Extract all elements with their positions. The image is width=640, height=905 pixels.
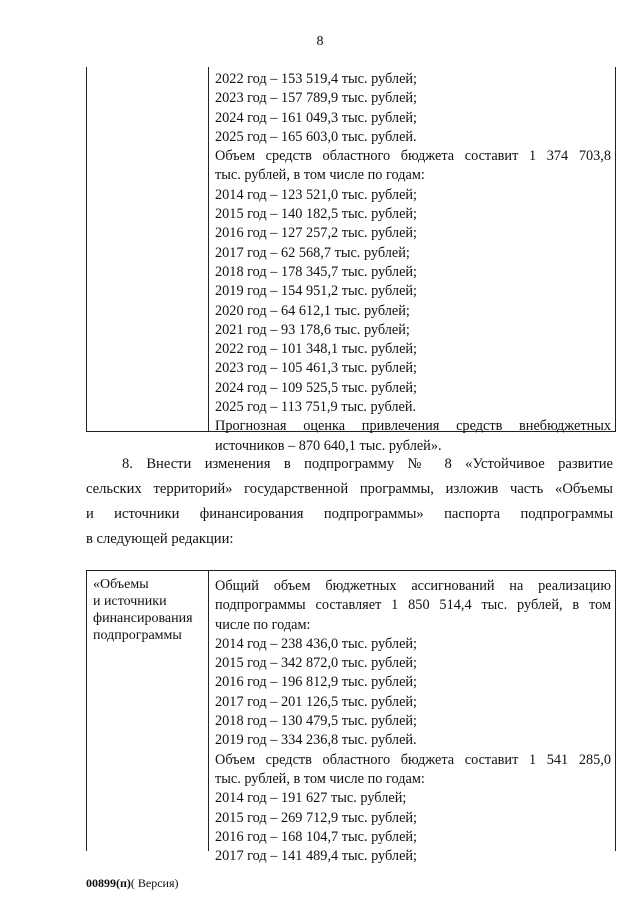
text-line: 2016 год – 196 812,9 тыс. рублей; — [215, 674, 418, 691]
document-version: ( Версия) — [130, 876, 179, 890]
text-line: Прогнозная оценка привлечения средств внебюджетных — [215, 418, 611, 435]
text-line: 2016 год – 168 104,7 тыс. рублей; — [215, 828, 418, 845]
text-line: тыс. рублей, в том числе по годам: — [215, 770, 425, 787]
funding-table — [86, 570, 616, 865]
text-line: Общий объем бюджетных ассигнований на реализацию — [215, 578, 611, 594]
text-line: 2014 год – 238 436,0 тыс. рублей; — [215, 635, 418, 652]
funding-table-continued — [86, 67, 616, 454]
column-divider — [208, 67, 209, 431]
text-line: 2018 год – 178 345,7 тыс. рублей; — [215, 263, 418, 280]
text-line: 2022 год – 101 348,1 тыс. рублей; — [215, 341, 418, 358]
text-line: 2014 год – 191 627 тыс. рублей; — [215, 790, 407, 807]
text-line: 2020 год – 64 612,1 тыс. рублей; — [215, 302, 410, 319]
text-line: 2016 год – 127 257,2 тыс. рублей; — [215, 225, 418, 242]
document-code: 00899(п) — [86, 876, 131, 890]
text-line: 2015 год – 342 872,0 тыс. рублей; — [215, 655, 418, 672]
column-divider — [208, 571, 209, 851]
text-line: 2023 год – 157 789,9 тыс. рублей; — [215, 90, 418, 107]
document-footer — [86, 876, 179, 891]
text-line: 2021 год – 93 178,6 тыс. рублей; — [215, 321, 410, 338]
text-line: 2014 год – 123 521,0 тыс. рублей; — [215, 186, 418, 203]
text-line: 2023 год – 105 461,3 тыс. рублей; — [215, 360, 418, 377]
text-line: Объем средств областного бюджета составит 1 374 703,8 — [215, 148, 611, 165]
funding-details-cell — [215, 577, 611, 866]
funding-details-cell — [215, 70, 611, 456]
text-line: 2025 год – 165 603,0 тыс. рублей. — [215, 128, 417, 145]
text-line: подпрограммы составляет 1 850 514,4 тыс. рублей, в том — [215, 597, 611, 614]
label-line: финансирования — [93, 611, 193, 626]
paragraph-line: и источники финансирования подпрограммы» паспорта подпрограммы — [86, 506, 613, 522]
text-line: 2022 год – 153 519,4 тыс. рублей; — [215, 71, 418, 87]
text-line: 2024 год – 109 525,5 тыс. рублей; — [215, 379, 418, 396]
text-line: тыс. рублей, в том числе по годам: — [215, 167, 425, 184]
label-line: подпрограммы — [93, 628, 182, 643]
text-line: 2025 год – 113 751,9 тыс. рублей. — [215, 399, 417, 416]
text-line: 2018 год – 130 479,5 тыс. рублей; — [215, 713, 418, 730]
section-label-cell — [93, 576, 193, 644]
text-line: 2019 год – 334 236,8 тыс. рублей. — [215, 732, 417, 749]
label-line: и источники — [93, 594, 167, 609]
paragraph-line: в следующей редакции: — [86, 531, 234, 547]
text-line: 2015 год – 269 712,9 тыс. рублей; — [215, 809, 418, 826]
text-line: 2017 год – 141 489,4 тыс. рублей; — [215, 848, 418, 865]
label-line: «Объемы — [93, 577, 149, 592]
paragraph-line: 8. Внести изменения в подпрограмму № 8 «Устойчивое развитие — [122, 456, 613, 472]
text-line: числе по годам: — [215, 616, 311, 633]
paragraph-line: сельских территорий» государственной программы, изложив часть «Объемы — [86, 481, 613, 497]
page-number: 8 — [316, 34, 324, 49]
text-line: 2017 год – 201 126,5 тыс. рублей; — [215, 693, 418, 710]
text-line: 2019 год – 154 951,2 тыс. рублей; — [215, 283, 418, 300]
text-line: источников – 870 640,1 тыс. рублей». — [215, 437, 442, 454]
amendment-paragraph — [86, 452, 613, 552]
text-line: Объем средств областного бюджета составит 1 541 285,0 — [215, 751, 611, 768]
text-line: 2015 год – 140 182,5 тыс. рублей; — [215, 206, 418, 223]
text-line: 2017 год – 62 568,7 тыс. рублей; — [215, 244, 410, 261]
text-line: 2024 год – 161 049,3 тыс. рублей; — [215, 109, 418, 126]
